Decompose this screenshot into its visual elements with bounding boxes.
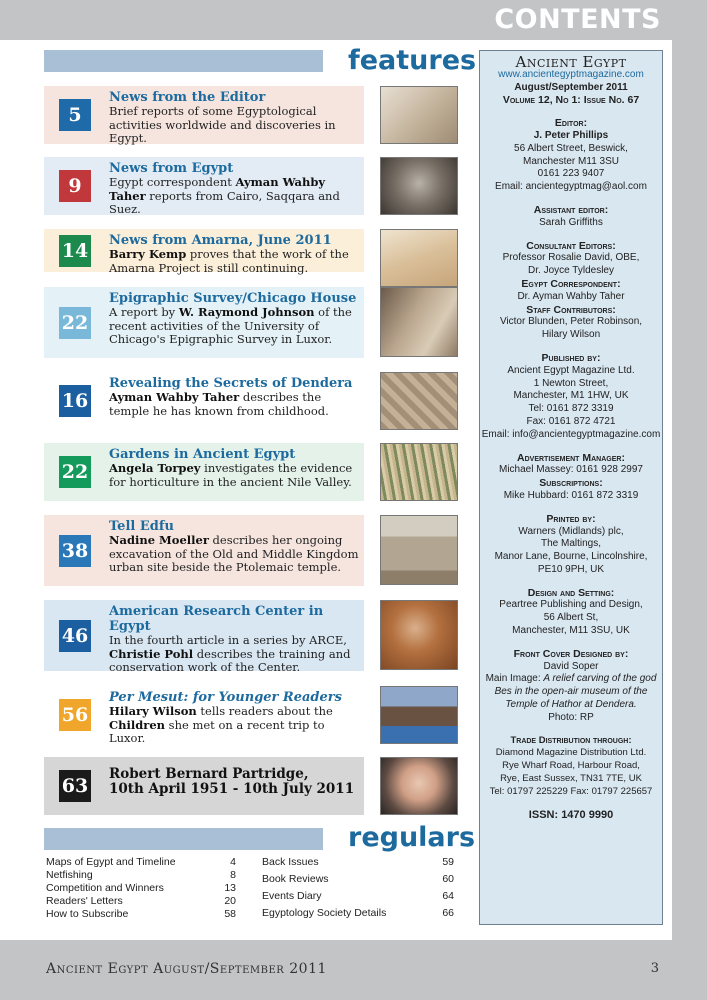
feature-title: Epigraphic Survey/Chicago House (109, 291, 357, 306)
feature-item[interactable] (44, 515, 364, 586)
regular-item[interactable] (262, 890, 454, 903)
feature-author: W. Raymond Johnson (178, 305, 315, 319)
regular-label: Book Reviews (262, 873, 329, 885)
regular-label: Competition and Winners (46, 882, 164, 894)
printer-2: The Maltings, (540, 538, 602, 550)
regular-item[interactable] (46, 869, 236, 882)
feature-author: Barry Kemp (109, 247, 187, 261)
staff-1: Victor Blunden, Peter Robinson, (499, 316, 643, 328)
trade-3: Rye, East Sussex, TN31 7TE, UK (500, 773, 642, 785)
feature-desc-rest: investigates the evidence for horticulture in the ancient Nile Valley. (109, 461, 353, 489)
regulars-bar (44, 828, 323, 850)
regular-label: Events Diary (262, 890, 322, 902)
regular-label: Back Issues (262, 856, 319, 868)
feature-text (109, 233, 360, 275)
feature-desc-rest: describes her ongoing excavation of the Old and Middle Kingdom urban site beside the Ptolemaic temple. (109, 533, 359, 575)
feature-item[interactable] (44, 757, 364, 815)
cover-main-image-2: Bes in the open-air museum of the (494, 686, 648, 698)
feature-author: Hilary Wilson (109, 704, 197, 718)
feature-title: Revealing the Secrets of Dendera (109, 376, 353, 391)
feature-author: Ayman Wahby Taher (109, 390, 240, 404)
printer-1: Warners (Midlands) plc, (518, 525, 624, 537)
regular-item[interactable] (46, 882, 236, 895)
feature-desc-rest: of the recent activities of the University of Chicago's Epigraphic Survey in Luxor. (109, 305, 352, 347)
feature-page-number: 16 (59, 385, 91, 417)
regular-label: Netfishing (46, 869, 93, 881)
design-2: 56 Albert St, (543, 612, 599, 624)
feature-item[interactable] (44, 443, 364, 501)
trade-1: Diamond Magazine Distribution Ltd. (495, 747, 647, 759)
masthead-title: Ancient Egypt (515, 53, 627, 71)
feature-title: Robert Bernard Partridge, (109, 766, 309, 782)
feature-page-number: 9 (59, 170, 91, 202)
regular-label: Egyptology Society Details (262, 907, 387, 919)
feature-desc-rest: tells readers about the (196, 704, 333, 718)
advertisement-name: Michael Massey: 0161 928 2997 (499, 464, 643, 476)
publisher-label: Published by: (541, 351, 601, 364)
regular-page: 13 (224, 882, 236, 894)
feature-desc: Egypt correspondent (109, 175, 236, 189)
feature-text (109, 690, 360, 746)
publisher-fax: Fax: 0161 872 4721 (526, 415, 616, 427)
feature-item[interactable] (44, 229, 364, 275)
feature-page-number: 46 (59, 620, 91, 652)
issn: ISSN: 1470 9990 (528, 808, 614, 821)
feature-page-number: 38 (59, 535, 91, 567)
regular-label: How to Subscribe (46, 908, 129, 920)
feature-author: Angela Torpey (109, 461, 201, 475)
feature-author: Christie Pohl (109, 646, 194, 661)
regular-page: 8 (230, 869, 236, 881)
regular-item[interactable] (46, 895, 236, 908)
thumb-amarna-fragment (380, 229, 458, 287)
advertisement-label: Advertisement Manager: (517, 451, 625, 464)
thumb-garden-painting (380, 443, 458, 501)
feature-text (109, 767, 360, 797)
publisher-email: Email: info@ancientegyptmagazine.com (481, 428, 661, 440)
editor-address-2: Manchester M11 3SU (523, 155, 619, 167)
editor-address-1: 56 Albert Street, Beswick, (514, 142, 628, 154)
design-1: Peartree Publishing and Design, (499, 599, 643, 611)
feature-page-number: 22 (59, 307, 91, 339)
masthead-panel (479, 50, 663, 925)
feature-page-number: 14 (59, 235, 91, 267)
trade-2: Rye Wharf Road, Harbour Road, (502, 760, 640, 772)
regular-item[interactable] (262, 856, 454, 869)
thumb-edfu-temple (380, 515, 458, 585)
features-bar (44, 50, 323, 72)
regular-page: 60 (442, 873, 454, 885)
feature-text (109, 291, 360, 347)
publisher-2: 1 Newton Street, (533, 377, 609, 389)
regular-item[interactable] (46, 856, 236, 869)
consultant-1: Professor Rosalie David, OBE, (502, 252, 640, 264)
assistant-editor-label: Assistant editor: (533, 203, 609, 216)
feature-page-number: 56 (59, 699, 91, 731)
thumb-robert-partridge (380, 757, 458, 815)
thumb-epigrapher (380, 287, 458, 357)
regular-item[interactable] (262, 873, 454, 886)
feature-highlight: Children (109, 717, 166, 732)
design-label: Design and Setting: (527, 586, 615, 599)
issue-date: August/September 2011 (514, 81, 628, 93)
feature-item[interactable] (44, 600, 364, 675)
feature-title-line-2: 10th April 1951 - 10th July 2011 (109, 781, 355, 797)
feature-item[interactable] (44, 372, 364, 430)
cover-label: Front Cover Designed by: (513, 647, 629, 660)
cover-main-image-1: Main Image: A relief carving of the god (485, 673, 657, 685)
editor-phone: 0161 223 9407 (537, 168, 605, 180)
regular-label: Maps of Egypt and Timeline (46, 856, 176, 868)
editor-name: J. Peter Phillips (533, 129, 609, 141)
feature-desc-rest: proves that the work of the Amarna Project is still continuing. (109, 247, 349, 275)
regular-page: 58 (224, 908, 236, 920)
feature-page-number: 63 (59, 770, 91, 802)
correspondent-label: Egypt Correspondent: (521, 277, 621, 290)
regular-page: 59 (442, 856, 454, 868)
regular-item[interactable] (262, 907, 454, 920)
features-heading: features (348, 45, 477, 76)
publisher-tel: Tel: 0161 872 3319 (528, 403, 614, 415)
correspondent-name: Dr. Ayman Wahby Taher (517, 290, 625, 302)
feature-author: Nadine Moeller (109, 533, 209, 547)
consultant-2: Dr. Joyce Tyldesley (528, 265, 614, 277)
regular-label: Readers' Letters (46, 895, 123, 907)
feature-desc: A report by (109, 305, 179, 319)
feature-desc: In the fourth article in a series by ARCE, (109, 633, 347, 647)
assistant-editor-name: Sarah Griffiths (539, 216, 603, 228)
staff-label: Staff Contributors: (526, 303, 616, 316)
printer-4: PE10 9PH, UK (537, 563, 605, 575)
thumb-pharaoh-head (380, 157, 458, 215)
cover-photo-credit: Photo: RP (548, 711, 594, 723)
feature-desc-rest: describes the temple he has known from childhood. (109, 390, 329, 418)
consultant-editors-label: Consultant Editors: (526, 239, 616, 252)
thumb-editor-statue (380, 86, 458, 144)
feature-author: Ayman Wahby Taher (109, 175, 326, 203)
feature-page-number: 22 (59, 456, 91, 488)
feature-item[interactable] (44, 86, 364, 144)
feature-text (109, 161, 360, 217)
trade-label: Trade Distribution through: (510, 734, 632, 746)
feature-item[interactable] (44, 686, 364, 744)
design-3: Manchester, M11 3SU, UK (512, 625, 630, 637)
thumb-dendera-relief (380, 372, 458, 430)
printer-3: Manor Lane, Bourne, Lincolnshire, (494, 551, 648, 563)
regular-page: 4 (230, 856, 236, 868)
regular-page: 66 (442, 907, 454, 919)
regular-page: 64 (442, 890, 454, 902)
feature-title: Per Mesut: for Younger Readers (109, 690, 342, 705)
feature-text (109, 376, 360, 418)
feature-title: American Research Center in Egypt (109, 604, 324, 634)
subscriptions-name: Mike Hubbard: 0161 872 3319 (503, 489, 639, 501)
regulars-heading: regulars (348, 822, 476, 853)
masthead-url[interactable]: www.ancientegyptmagazine.com (498, 68, 644, 80)
feature-text (109, 90, 360, 146)
contents-heading: CONTENTS (494, 4, 661, 35)
feature-desc-rest: describes the training and conservation work of the Center. (109, 646, 351, 675)
thumb-arce-conservator (380, 600, 458, 670)
subscriptions-label: Subscriptions: (539, 477, 603, 490)
thumb-children-luxor (380, 686, 458, 744)
feature-page-number: 5 (59, 99, 91, 131)
regular-item[interactable] (46, 908, 236, 921)
feature-text (109, 604, 360, 675)
regulars-left-column (46, 856, 236, 921)
cover-designer: David Soper (543, 660, 599, 672)
publisher-1: Ancient Egypt Magazine Ltd. (507, 364, 635, 376)
feature-title: News from Amarna, June 2011 (109, 233, 332, 248)
volume-line: Volume 12, No 1: Issue No. 67 (502, 94, 640, 107)
feature-title: News from the Editor (109, 90, 266, 105)
regular-page: 20 (224, 895, 236, 907)
feature-text (109, 519, 360, 575)
trade-4: Tel: 01797 225229 Fax: 01797 225657 (489, 785, 653, 797)
footer-title: Ancient Egypt August/September 2011 (46, 961, 327, 977)
feature-desc-rest: reports from Cairo, Saqqara and Suez. (109, 188, 340, 217)
page-number: 3 (650, 961, 659, 976)
publisher-3: Manchester, M1 1HW, UK (513, 390, 629, 402)
feature-item[interactable] (44, 157, 364, 215)
feature-text (109, 447, 360, 489)
editor-label: Editor: (554, 117, 588, 130)
feature-title: News from Egypt (109, 161, 234, 176)
feature-title: Tell Edfu (109, 519, 174, 534)
editor-email: Email: ancientegyptmag@aol.com (495, 181, 647, 193)
printer-label: Printed by: (546, 512, 596, 525)
cover-main-image-3: Temple of Hathor at Dendera. (505, 699, 637, 711)
feature-desc: Brief reports of some Egyptological activities worldwide and discoveries in Egypt. (109, 104, 336, 146)
regulars-right-column (262, 856, 454, 924)
feature-title: Gardens in Ancient Egypt (109, 447, 296, 462)
feature-desc-end: she met on a recent trip to Luxor. (109, 717, 325, 746)
staff-2: Hilary Wilson (541, 329, 601, 341)
feature-item[interactable] (44, 287, 364, 358)
